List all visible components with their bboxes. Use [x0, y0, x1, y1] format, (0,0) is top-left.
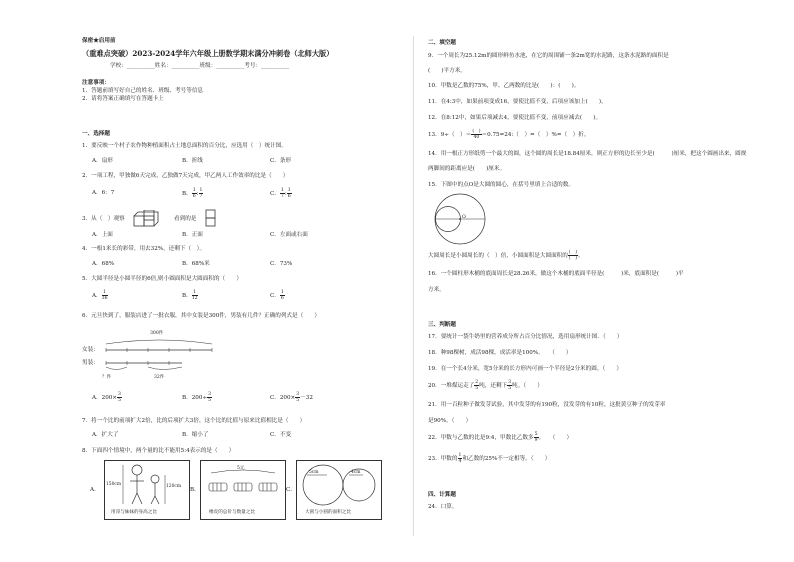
q5-option-b: B． $\frac{1}{12}$: [182, 290, 198, 301]
q6-unknown-label: ？件: [102, 375, 112, 380]
q3-option-c: C．左面或右面: [270, 232, 308, 238]
q6-total-label: 300件: [150, 331, 164, 336]
question-10: 10．甲数是乙数的75%，甲、乙两数的比是( )：( )。: [428, 83, 580, 89]
section4-heading: 四、计算题: [428, 492, 456, 498]
question-4: 4．一根1米长的彩带，用去32%，还剩下（ ）。: [82, 246, 206, 252]
question-3-suffix: 看到的是: [174, 216, 197, 222]
question-5: 5．大圆半径是小圆半径的6倍,则小圆面积是大圆面积的（ ）: [82, 276, 242, 282]
question-17: 17．要统计一袋牛奶里的营养成分所占百分比情况，选用扇形统计图．（ ）: [428, 334, 623, 340]
q8-label-a: A．: [90, 487, 100, 493]
q3-option-a: A．上面: [92, 232, 113, 238]
question-22: 22．甲数与乙数的比是9:4，甲数比乙数多 $\frac{5}{9}$ 。 （ ）: [428, 432, 573, 443]
question-7: 7．将一个比的前项扩大2倍，比的后项扩大3倍，这个比的比值与原来比值相比是（ ）: [82, 418, 306, 424]
q8-c-caption: 大圆与小圆的面积之比: [305, 510, 351, 515]
question-2: 2．一项工程，甲独做6天完成，乙独做7天完成，甲乙两人工作效率的比是（ ）: [82, 173, 289, 179]
q6-option-a: A．200× $\frac{3}{5}$: [92, 392, 121, 403]
question-23: 23．甲数的 $\frac{1}{4}$ 和乙数的25%不一定相等。（ ）: [428, 453, 551, 464]
q6-male-label: 男装：: [82, 360, 99, 366]
note-2: 2．请将答案正确填写在答题卡上: [82, 96, 164, 102]
question-6: 6．元旦快到了，服装店进了一批衣服，其中女装是300件，男装有几件？正确的列式是（ ）: [82, 313, 320, 319]
question-13: 13．9÷（ ）＝ $\frac{( )}{40}$ ＝0.75=24:（ ）=（ ）%=（ ）折。: [428, 129, 590, 140]
q7-option-c: C．不变: [270, 432, 292, 438]
q8-image-a: [104, 460, 190, 520]
question-14-line1: 14．用一根正方形纸剪一个最大的圆，这个圆的周长是18.84厘米，则正方形的边长至少是( )厘米，把这个圆画出来，圆规: [428, 151, 747, 157]
q8-image-b: [200, 460, 286, 520]
q8-a-height2: 120cm: [166, 484, 182, 489]
q8-c-radius1: 5cm: [309, 470, 319, 475]
two-circles-icon: [297, 461, 381, 507]
q8-a-caption: 用哥与妹妹的身高之比: [111, 510, 157, 515]
question-11: 11．在4:3中，如果前项变成16，要使比值不变，后项应该加上( )。: [428, 99, 607, 105]
question-21-line2: 是90%。（ ）: [428, 418, 472, 424]
q1-option-a: A．扇形: [92, 158, 113, 164]
q8-b-caption: 橡皮的总价与数量之比: [209, 510, 255, 515]
question-15: 15．下图中的点O是大圆的圆心，在括号里填上合适的数。: [428, 182, 574, 188]
notes-heading: 注意事项：: [82, 80, 110, 86]
q5-option-a: A． $\frac{1}{36}$: [92, 290, 108, 301]
question-20: 20．一堆煤运走了 $\frac{2}{5}$ 吨，还剩下 $\frac{3}{5}$ 吨。（ ）: [428, 380, 543, 391]
q5-option-c: C． $\frac{1}{6}$: [270, 290, 284, 301]
q2-option-c: C． $\frac{1}{7}$ : $\frac{1}{6}$: [270, 188, 291, 199]
q6-option-b: B．200÷ $\frac{3}{5}$: [182, 392, 212, 403]
q1-option-c: C．条形: [270, 158, 292, 164]
q8-label-c: C．: [286, 487, 296, 493]
section2-heading: 二、填空题: [428, 40, 456, 46]
q6-female-label: 女装：: [82, 347, 99, 353]
question-15-answer: 大圆周长是小圆周长的（ ）倍，小圆面积是大圆面积的 $\frac{( )}{( )}$ 。: [428, 250, 584, 261]
q4-option-a: A．68%: [92, 261, 115, 267]
exam-title: （重难点突破）2023-2024学年六年级上册数学期末满分冲刺卷（北师大版）: [82, 49, 334, 58]
q2-option-b: B． $\frac{1}{6}$ : $\frac{1}{7}$: [182, 188, 203, 199]
q6-option-c: C．200× $\frac{3}{5}$ －32: [270, 392, 313, 403]
q15-circles-figure: [428, 192, 492, 246]
note-1: 1．答题前填写好自己的姓名、班级、考号等信息: [82, 88, 204, 94]
secret-label: 保密★启用前: [82, 38, 116, 44]
section3-heading: 三、判断题: [428, 322, 456, 328]
question-19: 19．在一个长4分米，宽5分米的长方形内可画一个半径是2分米的圆。（ ）: [428, 366, 622, 372]
question-9-line1: 9．一个周长为25.12m的圆形鲜鱼水池，在它的周围铺一条2m宽的水泥路，这条水泥路的面积是: [428, 53, 669, 59]
q7-option-a: A．扩大了: [92, 432, 119, 438]
q8-label-b: B．: [190, 487, 200, 493]
q6-32-label: 32件: [154, 375, 165, 380]
q4-option-b: B．68%米: [182, 261, 210, 267]
q1-option-b: B．折线: [182, 158, 203, 164]
student-info-line: 学校：__________姓名：__________班级：__________考号：__________: [110, 63, 290, 69]
q6-line-diagram: [104, 336, 214, 376]
cube-stack-icon: [132, 210, 172, 228]
q8-a-height1: 150cm: [106, 482, 122, 487]
q8-c-radius2: 4cm: [351, 470, 361, 475]
question-24: 24．口算。: [428, 504, 458, 510]
q3-option-b: B．正面: [182, 232, 203, 238]
q8-image-c: [296, 460, 382, 520]
question-1: 1．要反映一个村子农作物种植面积占土地总面积的百分比，应选用（ ）统计图。: [82, 143, 287, 149]
question-8: 8．下面四个情境中，两个量的比不能用5:4表示的是（ ）: [82, 448, 235, 454]
q7-option-b: B．缩小了: [182, 432, 209, 438]
q2-option-a: A．6：7: [92, 190, 115, 196]
q4-option-c: C．73%: [270, 261, 293, 267]
view-shape-icon: [204, 209, 218, 229]
column-divider: [413, 36, 414, 536]
question-16-line2: 方米。: [428, 287, 445, 293]
section1-heading: 一、选择题: [82, 131, 110, 137]
q8-b-price: 5元: [237, 466, 245, 471]
question-18: 18．种98棵树，成活98棵，成活率是100%。 （ ）: [428, 350, 572, 356]
question-12: 12．在8:12中，如果后项减去4，要使比值不变，前项应减去( )。: [428, 115, 602, 121]
question-16-line1: 16．一个圆柱形木桶的底面周长是28.26米，做这个木桶的底面半径是( )米，底面积是( )平: [428, 271, 684, 277]
question-21-line1: 21．用一百粒种子做发芽试验，其中发芽的有190粒，没发芽的有10粒，这批黄豆种子的发芽率: [428, 402, 666, 408]
question-9-line2: ( )平方米。: [428, 68, 466, 74]
question-3-prefix: 3．从（ ）观察: [82, 216, 125, 222]
question-14-line2: 两脚间的距离应是( )厘米。: [428, 166, 506, 172]
q15-center-label: O: [462, 215, 466, 220]
